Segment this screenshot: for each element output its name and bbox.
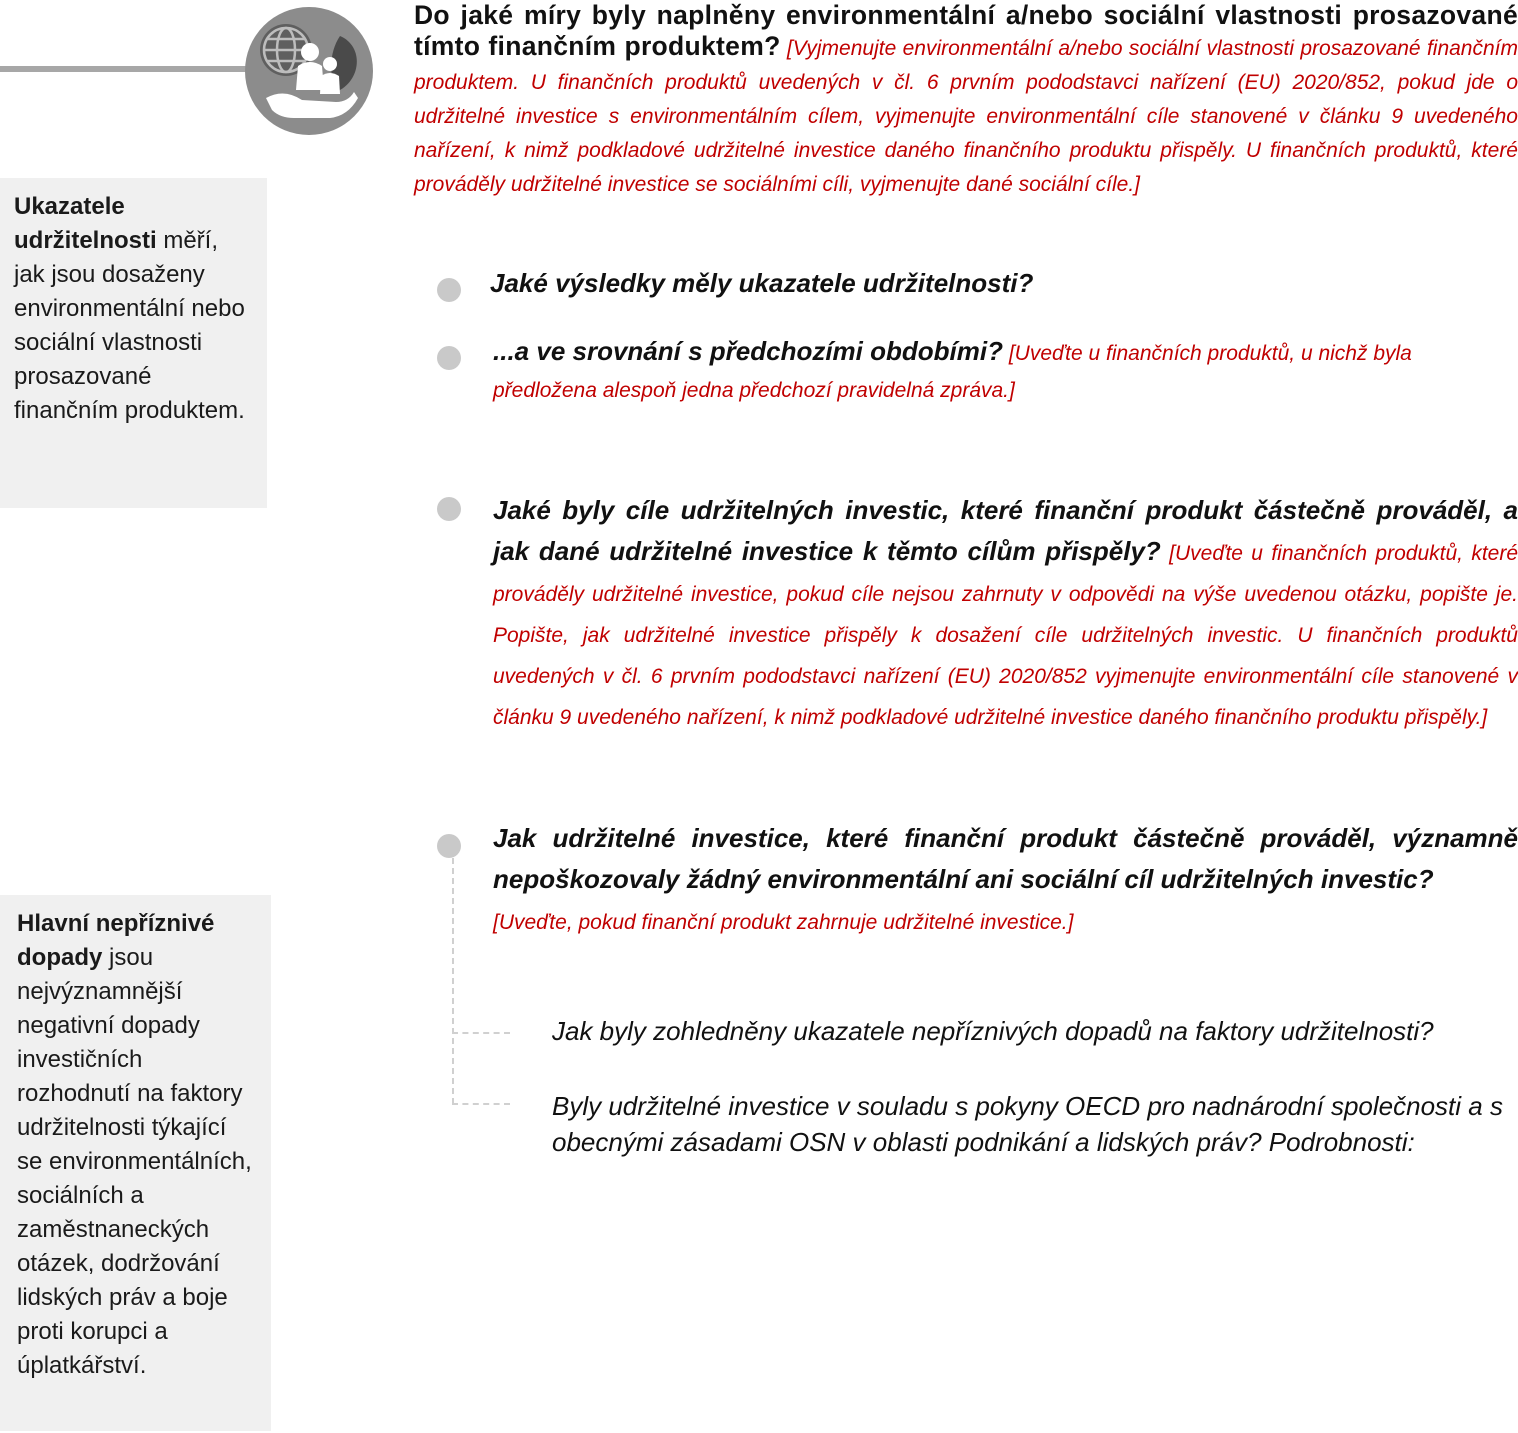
note-text: měří, jak jsou dosaženy environmentální nebo sociální vlastnosti prosazované finančním produktem.: [14, 227, 245, 424]
tree-connector: [452, 858, 454, 1104]
question-instruction: [Uveďte u finančních produktů, u nichž byla předložena alespoň jedna předchozí pravidelná zpráva.]: [493, 342, 1412, 402]
header-rule: [0, 66, 258, 72]
question-instruction: [Uveďte u finančních produktů, které prováděly udržitelné investice, pokud cíle nejsou zahrnuty v odpovědi na výše uvedenou otázku, popište je. Popište, jak udržitelné investice přispěly k dosažení cíle udržitelných investic. U finančních produktů uvedených v čl. 6 prvním pododstavci nařízení (EU) 2020/852 vyjmenujte environmentální cíle stanovené v článku 9 uvedeného nařízení, k nimž podkladové udržitelné investice daného finančního produktu přispěly.]: [493, 542, 1518, 729]
bullet: [437, 346, 461, 370]
question-sustainability-indicators: Jaké výsledky měly ukazatele udržitelnosti?: [490, 268, 1034, 298]
tree-branch: [452, 1103, 510, 1105]
question-oecd-un-alignment: Byly udržitelné investice v souladu s pokyny OECD pro nadnárodní společnosti a s obecnými zásadami OSN v oblasti podnikání a lidských práv? Podrobnosti:: [552, 1091, 1503, 1157]
question-do-no-significant-harm: [493, 818, 1518, 941]
question-sustainable-objectives: [493, 490, 1518, 736]
question-previous-periods: [493, 334, 1493, 408]
note-text: jsou nejvýznamnější negativní dopady investičních rozhodnutí na faktory udržitelnosti týkající se environmentálních, sociálních a zaměstnaneckých otázek, dodržování lidských práv a boje proti korupci a úplatkářství.: [17, 944, 252, 1379]
question-text: Jaké byly cíle udržitelných investic, které finanční produkt částečně prováděl, a jak dané udržitelné investice k těmto cílům přispěly?: [493, 495, 1518, 566]
bullet: [437, 278, 461, 302]
note-term: Ukazatele udržitelnosti: [14, 193, 157, 254]
bullet: [437, 834, 461, 858]
question-adverse-impact-indicators: Jak byly zohledněny ukazatele nepříznivých dopadů na faktory udržitelnosti?: [552, 1016, 1434, 1046]
note-term: Hlavní nepříznivé dopady: [17, 910, 215, 971]
bullet: [437, 497, 461, 521]
question-instruction: [Uveďte, pokud finanční produkt zahrnuje udržitelné investice.]: [493, 911, 1074, 934]
main-question-title: Do jaké míry byly naplněny environmentální a/nebo sociální vlastnosti prosazované tímto finančním produktem?: [414, 0, 1518, 61]
question-text: ...a ve srovnání s předchozími obdobími?: [493, 336, 1003, 366]
globe-people-hand-icon: [244, 6, 374, 136]
main-question-instruction: [Vyjmenujte environmentální a/nebo sociální vlastnosti prosazované finančním produktem. U finančních produktů uvedených v čl. 6 prvním pododstavci nařízení (EU) 2020/852, pokud jde o udržitelné investice s environmentálním cílem, vyjmenujte environmentální cíle stanovené v článku 9 uvedeného nařízení, k nimž podkladové udržitelné investice daného finančního produktu přispěly. U finančních produktů, které prováděly udržitelné investice se sociálními cíli, vyjmenujte dané sociální cíle.]: [414, 37, 1518, 196]
question-text: Jak udržitelné investice, které finanční produkt částečně prováděl, významně nepoškozovaly žádný environmentální ani sociální cíl udržitelných investic?: [493, 823, 1518, 894]
tree-branch: [452, 1032, 510, 1034]
main-question: [414, 0, 1518, 201]
sustainability-indicators-note: [0, 178, 267, 508]
principal-adverse-impacts-note: [0, 895, 271, 1431]
